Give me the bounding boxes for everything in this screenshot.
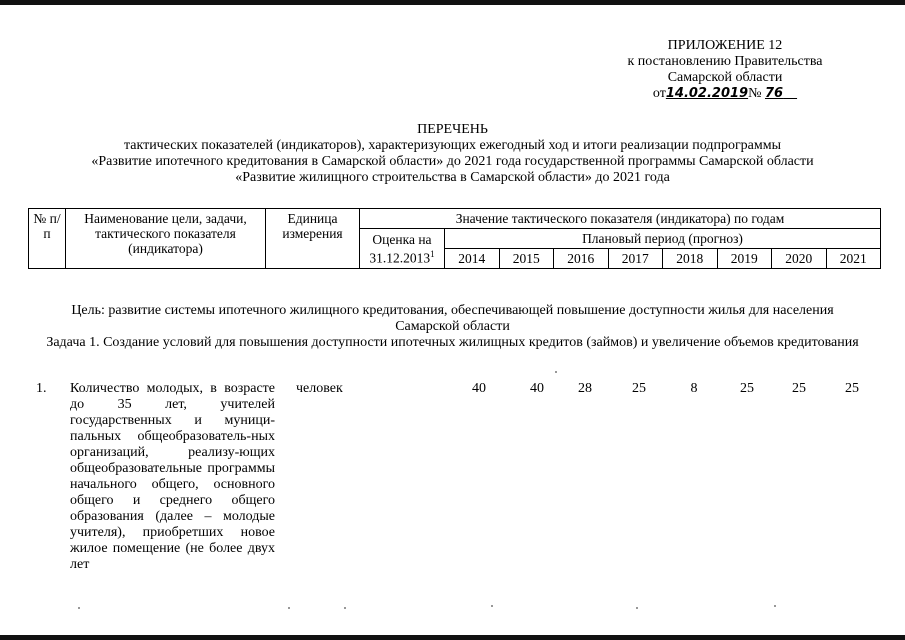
- task-text: Задача 1. Создание условий для повышения доступности ипотечных жилищных кредитов (займов) и увеличение объемов кредитования: [46, 335, 859, 350]
- indicator-table-header: [28, 208, 881, 269]
- handwritten-date: 14.02.2019: [665, 86, 749, 101]
- scan-speck: [344, 607, 346, 609]
- year-2016: 2016: [554, 249, 609, 269]
- year-2014: 2014: [445, 249, 500, 269]
- value-estimate: 40: [472, 381, 486, 396]
- col-estimate: [360, 229, 445, 269]
- value-2016: 25: [632, 381, 646, 396]
- appendix-title: ПРИЛОЖЕНИЕ 12: [667, 38, 783, 53]
- col-plan-period: Плановый период (прогноз): [445, 229, 881, 249]
- value-2017: 8: [690, 381, 698, 396]
- year-2019: 2019: [717, 249, 772, 269]
- number-label: №: [748, 86, 762, 101]
- scan-speck: [636, 607, 638, 609]
- value-2014: 40: [530, 381, 544, 396]
- scan-border-top: [0, 0, 905, 5]
- indicator-name: Количество молодых, в возрасте до 35 лет, учителей государственных и муници-пальных общеобразователь-ных организаций, реализу-ющих общеобразовательные программы начального общего, основного общего и среднего общего образования (далее – молодые учителя), приобретших новое жилое помещение (не более двух лет: [70, 381, 275, 572]
- col-name: Наименование цели, задачи, тактического показателя (индикатора): [66, 209, 266, 269]
- goal-section: [40, 303, 865, 351]
- title-heading: ПЕРЕЧЕНЬ: [417, 122, 488, 137]
- estimate-footnote: 1: [430, 248, 435, 259]
- scan-speck: [78, 607, 80, 609]
- appendix-block: [560, 38, 890, 102]
- appendix-resolution: к постановлению Правительства: [627, 54, 823, 69]
- indicator-unit: человек: [296, 381, 343, 396]
- title-line-2: «Развитие ипотечного кредитования в Самарской области» до 2021 года государственной программы Самарской области: [91, 154, 814, 169]
- scan-speck: [774, 605, 776, 607]
- col-num: № п/п: [29, 209, 66, 269]
- value-2015: 28: [578, 381, 592, 396]
- value-2019: 25: [792, 381, 806, 396]
- goal-text: Цель: развитие системы ипотечного жилищного кредитования, обеспечивающей повышение доступности жилья для населения Самарской области: [71, 303, 834, 334]
- appendix-date-line: [560, 86, 890, 102]
- year-2015: 2015: [499, 249, 554, 269]
- col-values-by-year: Значение тактического показателя (индикатора) по годам: [360, 209, 881, 229]
- col-unit: Единица измерения: [266, 209, 360, 269]
- scan-speck: [288, 607, 290, 609]
- scan-speck: [555, 371, 557, 373]
- title-line-3: «Развитие жилищного строительства в Самарской области» до 2021 года: [235, 170, 670, 185]
- year-2020: 2020: [772, 249, 827, 269]
- row-number: 1.: [36, 381, 47, 396]
- title-line-1: тактических показателей (индикаторов), характеризующих ежегодный ход и итоги реализации подпрограммы: [123, 138, 782, 153]
- scan-speck: [491, 605, 493, 607]
- value-2018: 25: [740, 381, 754, 396]
- scan-border-bottom: [0, 635, 905, 640]
- year-2017: 2017: [608, 249, 663, 269]
- handwritten-number: 76: [764, 86, 784, 101]
- from-prefix: от: [652, 86, 666, 101]
- appendix-region: Самарской области: [667, 70, 783, 85]
- year-2021: 2021: [826, 249, 881, 269]
- value-2020: 25: [845, 381, 859, 396]
- estimate-label: Оценка на 31.12.2013: [369, 231, 432, 266]
- document-title: [40, 122, 865, 186]
- year-2018: 2018: [663, 249, 718, 269]
